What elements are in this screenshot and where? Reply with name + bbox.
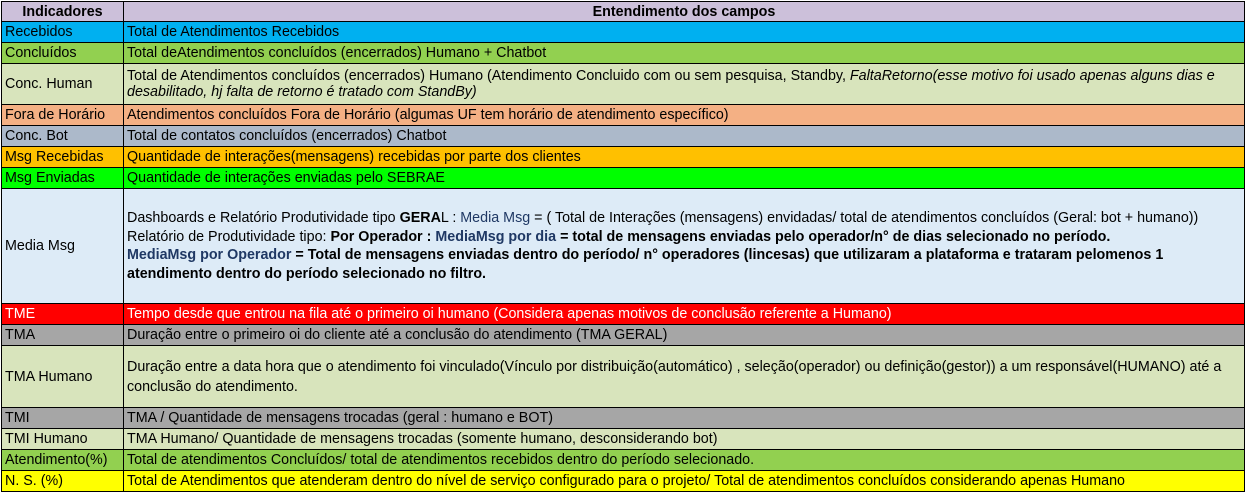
row-conc-bot — [2, 126, 1245, 147]
indicator-name[interactable]: Conc. Human — [2, 64, 124, 105]
row-recebidos — [2, 22, 1245, 43]
indicator-name[interactable]: TMA — [2, 325, 124, 346]
row-media-msg — [2, 189, 1245, 304]
indicator-name[interactable]: Msg Enviadas — [2, 168, 124, 189]
description-italic-text: FaltaRetorno(esse motivo foi usado apenas alguns dias e desabilitado, hj falta de retorno é tratado com StandBy) — [127, 68, 1215, 100]
row-tma — [2, 325, 1245, 346]
indicator-description[interactable]: Quantidade de interações(mensagens) recebidas por parte dos clientes — [124, 147, 1245, 168]
row-concluidos — [2, 43, 1245, 64]
indicator-name[interactable]: TMA Humano — [2, 346, 124, 408]
row-tma-humano — [2, 346, 1245, 408]
indicator-name[interactable]: Concluídos — [2, 43, 124, 64]
indicator-name[interactable]: Atendimento(%) — [2, 450, 124, 471]
row-fora-de-horario — [2, 105, 1245, 126]
media-msg-geral-text: Dashboards e Relatório Produtividade tipo GERAL : Media Msg = ( Total de Interações (mensagens) envidadas/ total de atendimentos concluídos (Geral: bot + humano)) — [127, 210, 1199, 226]
indicator-description[interactable]: Total de atendimentos Concluídos/ total de atendimentos recebidos dentro do período selecionado. — [124, 450, 1245, 471]
indicator-description[interactable] — [124, 189, 1245, 304]
indicator-name[interactable]: N. S. (%) — [2, 471, 124, 492]
indicator-description[interactable]: Quantidade de interações enviadas pelo SEBRAE — [124, 168, 1245, 189]
indicator-description[interactable]: Tempo desde que entrou na fila até o primeiro oi humano (Considera apenas motivos de conclusão referente a Humano) — [124, 304, 1245, 325]
row-tmi-humano — [2, 429, 1245, 450]
indicator-description[interactable]: Duração entre a data hora que o atendimento foi vinculado(Vínculo por distribuição(automático) , seleção(operador) ou definição(gestor)) a um responsável(HUMANO) até a conclusão do atendimento. — [124, 346, 1245, 408]
indicator-name[interactable]: Media Msg — [2, 189, 124, 304]
indicator-description[interactable]: Total de Atendimentos que atenderam dentro do nível de serviço configurado para o projeto/ Total de atendimentos concluídos considerando apenas Humano — [124, 471, 1245, 492]
indicator-description[interactable]: Total de contatos concluídos (encerrados) Chatbot — [124, 126, 1245, 147]
indicator-description[interactable]: Atendimentos concluídos Fora de Horário (algumas UF tem horário de atendimento específico) — [124, 105, 1245, 126]
indicator-name[interactable]: Msg Recebidas — [2, 147, 124, 168]
row-msg-recebidas — [2, 147, 1245, 168]
indicator-description[interactable]: Duração entre o primeiro oi do cliente até a conclusão do atendimento (TMA GERAL) — [124, 325, 1245, 346]
row-conc-human — [2, 64, 1245, 105]
header-row — [2, 2, 1245, 22]
indicator-description[interactable]: TMA Humano/ Quantidade de mensagens trocadas (somente humano, desconsiderando bot) — [124, 429, 1245, 450]
indicator-description[interactable]: TMA / Quantidade de mensagens trocadas (geral : humano e BOT) — [124, 408, 1245, 429]
indicators-table — [1, 1, 1245, 492]
row-tmi — [2, 408, 1245, 429]
header-entendimento[interactable]: Entendimento dos campos — [124, 2, 1245, 22]
indicator-description[interactable]: Total deAtendimentos concluídos (encerrados) Humano + Chatbot — [124, 43, 1245, 64]
indicator-name[interactable]: Recebidos — [2, 22, 124, 43]
header-indicadores[interactable]: Indicadores — [2, 2, 124, 22]
indicator-name[interactable]: TMI — [2, 408, 124, 429]
indicator-name[interactable]: TMI Humano — [2, 429, 124, 450]
row-tme — [2, 304, 1245, 325]
indicator-name[interactable]: Fora de Horário — [2, 105, 124, 126]
row-msg-enviadas — [2, 168, 1245, 189]
indicator-name[interactable]: Conc. Bot — [2, 126, 124, 147]
media-msg-por-dia-text: Relatório de Produtividade tipo: Por Operador : MediaMsg por dia = total de mensagens enviadas pelo operador/n° de dias selecionado no período. — [127, 228, 1111, 245]
row-atendimento-pct — [2, 450, 1245, 471]
indicator-description[interactable]: Total de Atendimentos Recebidos — [124, 22, 1245, 43]
indicator-description[interactable] — [124, 64, 1245, 105]
media-msg-por-operador-text: MediaMsg por Operador = Total de mensagens enviadas dentro do período/ n° operadores (lincesas) que utilizaram a plataforma e trataram pelomenos 1 atendimento dentro do período selecionado no filtro. — [127, 247, 1164, 282]
indicator-name[interactable]: TME — [2, 304, 124, 325]
row-ns-pct — [2, 471, 1245, 492]
description-text: Total de Atendimentos concluídos (encerrados) Humano (Atendimento Concluido com ou sem pesquisa, Standby, — [127, 68, 850, 84]
